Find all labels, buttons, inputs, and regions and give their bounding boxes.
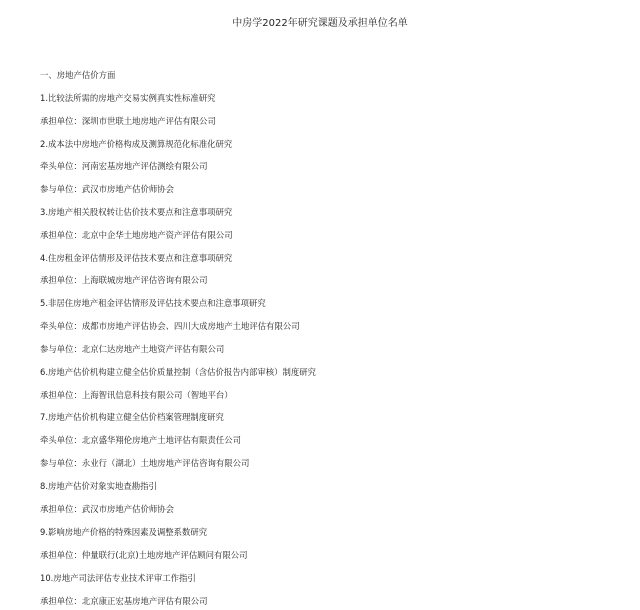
section-heading: 一、房地产估价方面 <box>40 70 116 80</box>
unit-line: 参与单位：永业行（湖北）土地房地产评估咨询有限公司 <box>40 458 250 468</box>
document-title: 中房学2022年研究课题及承担单位名单 <box>232 18 408 29</box>
topic-line: 6.房地产估价机构建立健全估价质量控制（含估价报告内部审核）制度研究 <box>40 367 316 377</box>
topic-line: 8.房地产估价对象实地查勘指引 <box>40 481 157 491</box>
unit-line: 承担单位：上海智讯信息科技有限公司（智地平台） <box>40 390 233 400</box>
topic-line: 5.非居住房地产租金评估情形及评估技术要点和注意事项研究 <box>40 298 266 308</box>
unit-line: 承担单位：仲量联行(北京)土地房地产评估顾问有限公司 <box>40 550 248 560</box>
topic-line: 7.房地产估价机构建立健全估价档案管理制度研究 <box>40 412 224 422</box>
unit-line: 承担单位：北京中企华土地房地产资产评估有限公司 <box>40 230 233 240</box>
unit-line: 参与单位：北京仁达房地产土地资产评估有限公司 <box>40 344 225 354</box>
topic-line: 9.影响房地产价格的特殊因素及调整系数研究 <box>40 527 208 537</box>
unit-line: 牵头单位：北京盛华翔伦房地产土地评估有限责任公司 <box>40 435 241 445</box>
unit-line: 承担单位：深圳市世联土地房地产评估有限公司 <box>40 116 216 126</box>
unit-line: 承担单位：北京康正宏基房地产评估有限公司 <box>40 596 208 606</box>
topic-line: 1.比较法所需的房地产交易实例真实性标准研究 <box>40 93 216 103</box>
unit-line: 承担单位：武汉市房地产估价师协会 <box>40 504 174 514</box>
unit-line: 承担单位：上海联城房地产评估咨询有限公司 <box>40 275 208 285</box>
topic-line: 3.房地产相关股权转让估价技术要点和注意事项研究 <box>40 207 233 217</box>
unit-line: 牵头单位：河南宏基房地产评估测绘有限公司 <box>40 161 208 171</box>
topic-line: 2.成本法中房地产价格构成及测算规范化标准化研究 <box>40 139 233 149</box>
unit-line: 参与单位：武汉市房地产估价师协会 <box>40 184 174 194</box>
topic-line: 4.住房租金评估情形及评估技术要点和注意事项研究 <box>40 253 233 263</box>
unit-line: 牵头单位：成都市房地产评估协会、四川大成房地产土地评估有限公司 <box>40 321 300 331</box>
topic-line: 10.房地产司法评估专业技术评审工作指引 <box>40 573 196 583</box>
